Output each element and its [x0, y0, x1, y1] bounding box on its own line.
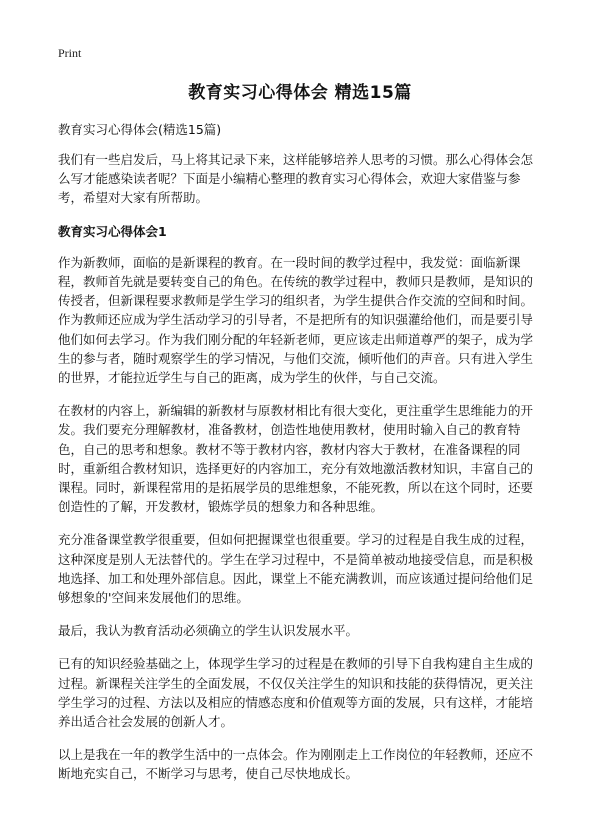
body-paragraph: 已有的知识经验基础之上，体现学生学习的过程是在教师的引导下自我构建自主生成的过程。新课程关注学生的全面发展，不仅仅关注学生的知识和技能的获得情况，更关注学生学习的过程、方法以及相应的情感态度和价值观等方面的发展，只有这样，才能培养出适合社会发展的创新人才。: [58, 656, 534, 730]
section-heading: 教育实习心得体会1: [58, 223, 167, 239]
article-body: [58, 150, 544, 798]
body-paragraph: 以上是我在一年的教学生活中的一点体会。作为刚刚走上工作岗位的年轻教师，还应不断地充实自己，不断学习与思考，使自己尽快地成长。: [58, 747, 534, 782]
body-paragraph: 充分准备课堂教学很重要，但如何把握课堂也很重要。学习的过程是自我生成的过程，这种深度是别人无法替代的。学生在学习过程中，不是简单被动地接受信息，而是积极地选择、加工和处理外部信息。因此，课堂上不能充满教训，而应该通过提问给他们足够想象的'空间来发展他们的思维。: [58, 532, 534, 606]
body-paragraph: 作为新教师，面临的是新课程的教育。在一段时间的教学过程中，我发觉：面临新课程，教师首先就是要转变自己的角色。在传统的教学过程中，教师只是教师，是知识的传授者，但新课程要求教师是学生学习的组织者，为学生提供合作交流的空间和时间。作为教师还应成为学生活动学习的引导者，不是把所有的知识强灌给他们，而是要引导他们如何去学习。作为我们刚分配的年轻新老师，更应该走出师道尊严的架子，成为学生的参与者，随时观察学生的学习情况，与他们交流，倾听他们的声音。只有进入学生的世界，才能拉近学生与自己的距离，成为学生的伙伴，与自己交流。: [58, 254, 534, 386]
body-paragraph: 最后，我认为教育活动必须确立的学生认识发展水平。: [58, 623, 359, 639]
print-link[interactable]: Print: [58, 46, 82, 60]
page-title: 教育实习心得体会 精选15篇: [188, 83, 412, 103]
document-subtitle: 教育实习心得体会(精选15篇): [58, 122, 222, 137]
intro-paragraph: 我们有一些启发后，马上将其记录下来，这样能够培养人思考的习惯。那么心得体会怎么写才能感染读者呢？下面是小编精心整理的教育实习心得体会，欢迎大家借鉴与参考，希望对大家有所帮助。: [58, 152, 534, 206]
body-paragraph: 在教材的内容上，新编辑的新教材与原教材相比有很大变化，更注重学生思维能力的开发。我们要充分理解教材，准备教材，创造性地使用教材，使用时输入自己的教育特色，自己的思考和想象。教材不等于教材内容，教材内容大于教材，在准备课程的同时，重新组合教材知识，选择更好的内容加工，充分有效地激活教材知识，丰富自己的课程。同时，新课程常用的是拓展学员的思维想象，不能死教，所以在这个同时，还要创造性的了解，开发教材，锻炼学员的想象力和各种思维。: [58, 403, 534, 515]
